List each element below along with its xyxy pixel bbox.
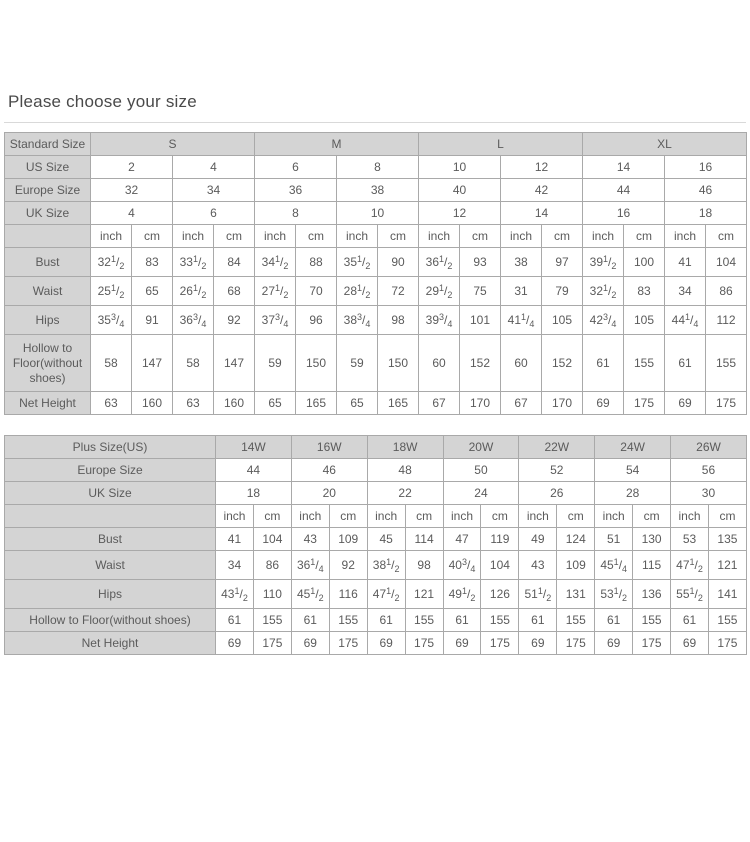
measurement-cell: $47^1/_2$ — [671, 551, 709, 580]
size-value-cell: 22 — [367, 482, 443, 505]
row-label: UK Size — [5, 202, 91, 225]
size-value-cell: 34 — [173, 179, 255, 202]
measurement-cell: $37^3/_4$ — [255, 306, 296, 335]
measurement-cell: $32^1/_2$ — [583, 277, 624, 306]
measurement-cell: 60 — [501, 335, 542, 392]
measurement-cell: 45 — [367, 528, 405, 551]
unit-label-cell: inch — [501, 225, 542, 248]
measurement-cell: 152 — [460, 335, 501, 392]
measurement-cell: 92 — [214, 306, 255, 335]
corner-label: Plus Size(US) — [5, 436, 216, 459]
measurement-cell: 119 — [481, 528, 519, 551]
unit-label-cell: inch — [337, 225, 378, 248]
size-value-cell: 46 — [291, 459, 367, 482]
measurement-cell: 130 — [633, 528, 671, 551]
size-value-cell: 56 — [671, 459, 747, 482]
measurement-cell: 67 — [419, 392, 460, 415]
measurement-cell: $41^1/_4$ — [501, 306, 542, 335]
measurement-cell: 115 — [633, 551, 671, 580]
measurement-cell: 165 — [296, 392, 337, 415]
measurement-cell: 65 — [337, 392, 378, 415]
measurement-row — [5, 392, 747, 415]
measurement-cell: 100 — [624, 248, 665, 277]
size-value-cell: 14 — [583, 156, 665, 179]
size-group-header-row — [5, 133, 747, 156]
measurement-cell: 141 — [708, 580, 746, 609]
row-label: Waist — [5, 551, 216, 580]
measurement-row — [5, 335, 747, 392]
measurement-cell: 63 — [91, 392, 132, 415]
size-value-cell: 44 — [216, 459, 292, 482]
unit-label-cell: inch — [173, 225, 214, 248]
measurement-cell: 53 — [671, 528, 709, 551]
measurement-cell: $36^1/_2$ — [419, 248, 460, 277]
row-label: Hollow to Floor(without shoes) — [5, 609, 216, 632]
unit-label-cell: inch — [419, 225, 460, 248]
measurement-cell: 155 — [557, 609, 595, 632]
measurement-cell: $35^3/_4$ — [91, 306, 132, 335]
measurement-cell: 61 — [291, 609, 329, 632]
measurement-cell: 43 — [519, 551, 557, 580]
measurement-cell: $55^1/_2$ — [671, 580, 709, 609]
size-group-label: 18W — [367, 436, 443, 459]
measurement-cell: 155 — [329, 609, 367, 632]
measurement-cell: 61 — [665, 335, 706, 392]
measurement-cell: 86 — [253, 551, 291, 580]
size-value-cell: 14 — [501, 202, 583, 225]
unit-label-cell: inch — [291, 505, 329, 528]
measurement-cell: 59 — [255, 335, 296, 392]
measurement-cell: 61 — [216, 609, 254, 632]
size-group-label: 14W — [216, 436, 292, 459]
unit-label-cell: inch — [367, 505, 405, 528]
size-group-label: S — [91, 133, 255, 156]
size-value-cell: 4 — [173, 156, 255, 179]
measurement-cell: 135 — [708, 528, 746, 551]
unit-label-cell: inch — [255, 225, 296, 248]
measurement-cell: 65 — [255, 392, 296, 415]
size-info-row — [5, 156, 747, 179]
measurement-cell: 155 — [708, 609, 746, 632]
size-value-cell: 40 — [419, 179, 501, 202]
measurement-cell: $27^1/_2$ — [255, 277, 296, 306]
measurement-cell: 105 — [624, 306, 665, 335]
measurement-cell: 150 — [296, 335, 337, 392]
row-label: UK Size — [5, 482, 216, 505]
measurement-cell: 61 — [595, 609, 633, 632]
size-value-cell: 10 — [419, 156, 501, 179]
measurement-cell: 110 — [253, 580, 291, 609]
size-value-cell: 18 — [216, 482, 292, 505]
measurement-cell: 104 — [706, 248, 747, 277]
measurement-cell: 47 — [443, 528, 481, 551]
measurement-cell: 67 — [501, 392, 542, 415]
measurement-cell: $26^1/_2$ — [173, 277, 214, 306]
measurement-cell: 175 — [253, 632, 291, 655]
measurement-cell: 155 — [706, 335, 747, 392]
measurement-cell: 60 — [419, 335, 460, 392]
measurement-cell: 121 — [708, 551, 746, 580]
measurement-cell: 109 — [329, 528, 367, 551]
measurement-cell: 114 — [405, 528, 443, 551]
size-value-cell: 2 — [91, 156, 173, 179]
measurement-cell: 104 — [253, 528, 291, 551]
measurement-cell: $43^1/_2$ — [216, 580, 254, 609]
measurement-cell: 58 — [173, 335, 214, 392]
unit-label-cell: cm — [460, 225, 501, 248]
size-value-cell: 8 — [337, 156, 419, 179]
measurement-cell: $51^1/_2$ — [519, 580, 557, 609]
measurement-cell: $45^1/_4$ — [595, 551, 633, 580]
measurement-cell: 61 — [583, 335, 624, 392]
unit-label-cell: inch — [443, 505, 481, 528]
measurement-row — [5, 528, 747, 551]
size-info-row — [5, 482, 747, 505]
measurement-cell: 34 — [665, 277, 706, 306]
row-label: Bust — [5, 528, 216, 551]
measurement-cell: 170 — [460, 392, 501, 415]
unit-label-cell: inch — [216, 505, 254, 528]
measurement-cell: 126 — [481, 580, 519, 609]
measurement-row — [5, 632, 747, 655]
unit-label-cell: inch — [665, 225, 706, 248]
measurement-cell: $40^3/_4$ — [443, 551, 481, 580]
unit-label-cell: inch — [519, 505, 557, 528]
unit-label-cell: cm — [253, 505, 291, 528]
measurement-cell: 175 — [708, 632, 746, 655]
unit-label-cell: inch — [595, 505, 633, 528]
unit-label-cell: inch — [91, 225, 132, 248]
unit-label-cell: cm — [624, 225, 665, 248]
size-group-header-row — [5, 436, 747, 459]
measurement-cell: 175 — [481, 632, 519, 655]
measurement-cell: 175 — [557, 632, 595, 655]
row-label: Europe Size — [5, 459, 216, 482]
size-value-cell: 10 — [337, 202, 419, 225]
measurement-cell: 69 — [216, 632, 254, 655]
measurement-cell: 69 — [583, 392, 624, 415]
measurement-cell: 72 — [378, 277, 419, 306]
measurement-cell: 84 — [214, 248, 255, 277]
size-group-label: M — [255, 133, 419, 156]
measurement-cell: 65 — [132, 277, 173, 306]
measurement-cell: $39^3/_4$ — [419, 306, 460, 335]
unit-label-cell: cm — [542, 225, 583, 248]
size-value-cell: 6 — [255, 156, 337, 179]
row-label: Net Height — [5, 632, 216, 655]
measurement-cell: 165 — [378, 392, 419, 415]
size-value-cell: 12 — [501, 156, 583, 179]
unit-label-cell: cm — [378, 225, 419, 248]
unit-header-row — [5, 505, 747, 528]
unit-label-cell: cm — [481, 505, 519, 528]
measurement-cell: 175 — [706, 392, 747, 415]
measurement-cell: 155 — [253, 609, 291, 632]
unit-label-cell: cm — [296, 225, 337, 248]
measurement-cell: $36^3/_4$ — [173, 306, 214, 335]
size-group-label: 22W — [519, 436, 595, 459]
measurement-cell: 69 — [367, 632, 405, 655]
title-divider — [4, 122, 746, 123]
measurement-cell: 69 — [671, 632, 709, 655]
unit-label-cell: cm — [132, 225, 173, 248]
size-value-cell: 4 — [91, 202, 173, 225]
measurement-cell: 43 — [291, 528, 329, 551]
measurement-cell: 58 — [91, 335, 132, 392]
size-value-cell: 6 — [173, 202, 255, 225]
measurement-cell: 175 — [624, 392, 665, 415]
standard-size-table-container — [4, 132, 746, 415]
measurement-cell: 160 — [132, 392, 173, 415]
unit-label-cell: cm — [557, 505, 595, 528]
measurement-cell: 121 — [405, 580, 443, 609]
size-value-cell: 52 — [519, 459, 595, 482]
measurement-cell: 41 — [665, 248, 706, 277]
measurement-cell: $47^1/_2$ — [367, 580, 405, 609]
size-info-row — [5, 459, 747, 482]
size-value-cell: 42 — [501, 179, 583, 202]
measurement-cell: 38 — [501, 248, 542, 277]
measurement-row — [5, 609, 747, 632]
measurement-cell: $38^3/_4$ — [337, 306, 378, 335]
measurement-cell: 61 — [367, 609, 405, 632]
measurement-cell: 147 — [132, 335, 173, 392]
measurement-cell: $25^1/_2$ — [91, 277, 132, 306]
size-value-cell: 30 — [671, 482, 747, 505]
row-label: Hollow to Floor(without shoes) — [5, 335, 91, 392]
size-value-cell: 36 — [255, 179, 337, 202]
measurement-cell: 88 — [296, 248, 337, 277]
measurement-cell: 68 — [214, 277, 255, 306]
measurement-cell: 136 — [633, 580, 671, 609]
measurement-cell: 75 — [460, 277, 501, 306]
plus-size-table-container — [4, 435, 746, 655]
measurement-cell: 69 — [665, 392, 706, 415]
size-value-cell: 38 — [337, 179, 419, 202]
size-group-label: 26W — [671, 436, 747, 459]
measurement-cell: 150 — [378, 335, 419, 392]
measurement-cell: 175 — [633, 632, 671, 655]
unit-header-row — [5, 225, 747, 248]
measurement-cell: 105 — [542, 306, 583, 335]
row-label: Waist — [5, 277, 91, 306]
unit-label-cell: cm — [329, 505, 367, 528]
measurement-cell: 69 — [519, 632, 557, 655]
measurement-cell: 93 — [460, 248, 501, 277]
size-value-cell: 26 — [519, 482, 595, 505]
size-group-label: L — [419, 133, 583, 156]
unit-label-cell: cm — [405, 505, 443, 528]
size-value-cell: 8 — [255, 202, 337, 225]
measurement-cell: 175 — [405, 632, 443, 655]
size-value-cell: 46 — [665, 179, 747, 202]
measurement-row — [5, 277, 747, 306]
size-value-cell: 50 — [443, 459, 519, 482]
measurement-cell: 98 — [405, 551, 443, 580]
measurement-cell: $53^1/_2$ — [595, 580, 633, 609]
size-info-row — [5, 202, 747, 225]
measurement-cell: 83 — [132, 248, 173, 277]
measurement-cell: 70 — [296, 277, 337, 306]
measurement-cell: $29^1/_2$ — [419, 277, 460, 306]
measurement-cell: $33^1/_2$ — [173, 248, 214, 277]
measurement-cell: $44^1/_4$ — [665, 306, 706, 335]
measurement-cell: 97 — [542, 248, 583, 277]
measurement-cell: $36^1/_4$ — [291, 551, 329, 580]
page-title: Please choose your size — [8, 92, 197, 111]
measurement-cell: $42^3/_4$ — [583, 306, 624, 335]
measurement-row — [5, 306, 747, 335]
measurement-cell: 101 — [460, 306, 501, 335]
measurement-cell: 61 — [671, 609, 709, 632]
unit-label-cell: inch — [671, 505, 709, 528]
size-value-cell: 28 — [595, 482, 671, 505]
row-label: Hips — [5, 580, 216, 609]
size-group-label: 24W — [595, 436, 671, 459]
size-value-cell: 24 — [443, 482, 519, 505]
measurement-cell: 112 — [706, 306, 747, 335]
measurement-cell: 155 — [481, 609, 519, 632]
unit-label-cell: cm — [633, 505, 671, 528]
measurement-cell: 31 — [501, 277, 542, 306]
size-value-cell: 12 — [419, 202, 501, 225]
measurement-cell: 175 — [329, 632, 367, 655]
measurement-cell: $38^1/_2$ — [367, 551, 405, 580]
measurement-cell: 63 — [173, 392, 214, 415]
measurement-cell: 155 — [633, 609, 671, 632]
measurement-cell: 69 — [595, 632, 633, 655]
measurement-cell: 155 — [405, 609, 443, 632]
measurement-cell: 61 — [519, 609, 557, 632]
unit-label-cell: cm — [214, 225, 255, 248]
measurement-cell: $32^1/_2$ — [91, 248, 132, 277]
measurement-cell: 92 — [329, 551, 367, 580]
plus-size-table — [4, 435, 747, 655]
measurement-cell: 61 — [443, 609, 481, 632]
size-value-cell: 44 — [583, 179, 665, 202]
measurement-cell: $49^1/_2$ — [443, 580, 481, 609]
size-value-cell: 48 — [367, 459, 443, 482]
row-label: Bust — [5, 248, 91, 277]
measurement-cell: 69 — [443, 632, 481, 655]
measurement-cell: 90 — [378, 248, 419, 277]
size-value-cell: 16 — [583, 202, 665, 225]
row-label: Hips — [5, 306, 91, 335]
unit-label-cell: cm — [708, 505, 746, 528]
size-chart-page — [0, 92, 750, 655]
unit-label-cell: cm — [706, 225, 747, 248]
row-label: US Size — [5, 156, 91, 179]
measurement-cell: 59 — [337, 335, 378, 392]
standard-size-table — [4, 132, 747, 415]
measurement-cell: 41 — [216, 528, 254, 551]
measurement-cell: 131 — [557, 580, 595, 609]
measurement-cell: $45^1/_2$ — [291, 580, 329, 609]
measurement-cell: $34^1/_2$ — [255, 248, 296, 277]
measurement-cell: 109 — [557, 551, 595, 580]
measurement-cell: 170 — [542, 392, 583, 415]
measurement-cell: 83 — [624, 277, 665, 306]
measurement-cell: $35^1/_2$ — [337, 248, 378, 277]
measurement-cell: 51 — [595, 528, 633, 551]
corner-label: Standard Size — [5, 133, 91, 156]
size-value-cell: 20 — [291, 482, 367, 505]
measurement-cell: 152 — [542, 335, 583, 392]
measurement-cell: 34 — [216, 551, 254, 580]
measurement-cell: 160 — [214, 392, 255, 415]
size-info-row — [5, 179, 747, 202]
measurement-cell: 124 — [557, 528, 595, 551]
measurement-cell: 116 — [329, 580, 367, 609]
measurement-cell: 96 — [296, 306, 337, 335]
measurement-cell: 104 — [481, 551, 519, 580]
size-group-label: 20W — [443, 436, 519, 459]
measurement-row — [5, 551, 747, 580]
unit-label-cell: inch — [583, 225, 624, 248]
measurement-cell: 86 — [706, 277, 747, 306]
size-group-label: 16W — [291, 436, 367, 459]
size-value-cell: 32 — [91, 179, 173, 202]
measurement-cell: $28^1/_2$ — [337, 277, 378, 306]
measurement-cell: $39^1/_2$ — [583, 248, 624, 277]
measurement-cell: 91 — [132, 306, 173, 335]
size-value-cell: 54 — [595, 459, 671, 482]
measurement-row — [5, 248, 747, 277]
measurement-cell: 79 — [542, 277, 583, 306]
unit-corner-cell — [5, 225, 91, 248]
row-label: Net Height — [5, 392, 91, 415]
measurement-cell: 147 — [214, 335, 255, 392]
unit-corner-cell — [5, 505, 216, 528]
measurement-cell: 155 — [624, 335, 665, 392]
size-group-label: XL — [583, 133, 747, 156]
row-label: Europe Size — [5, 179, 91, 202]
size-value-cell: 18 — [665, 202, 747, 225]
measurement-cell: 49 — [519, 528, 557, 551]
size-value-cell: 16 — [665, 156, 747, 179]
measurement-cell: 69 — [291, 632, 329, 655]
measurement-row — [5, 580, 747, 609]
measurement-cell: 98 — [378, 306, 419, 335]
